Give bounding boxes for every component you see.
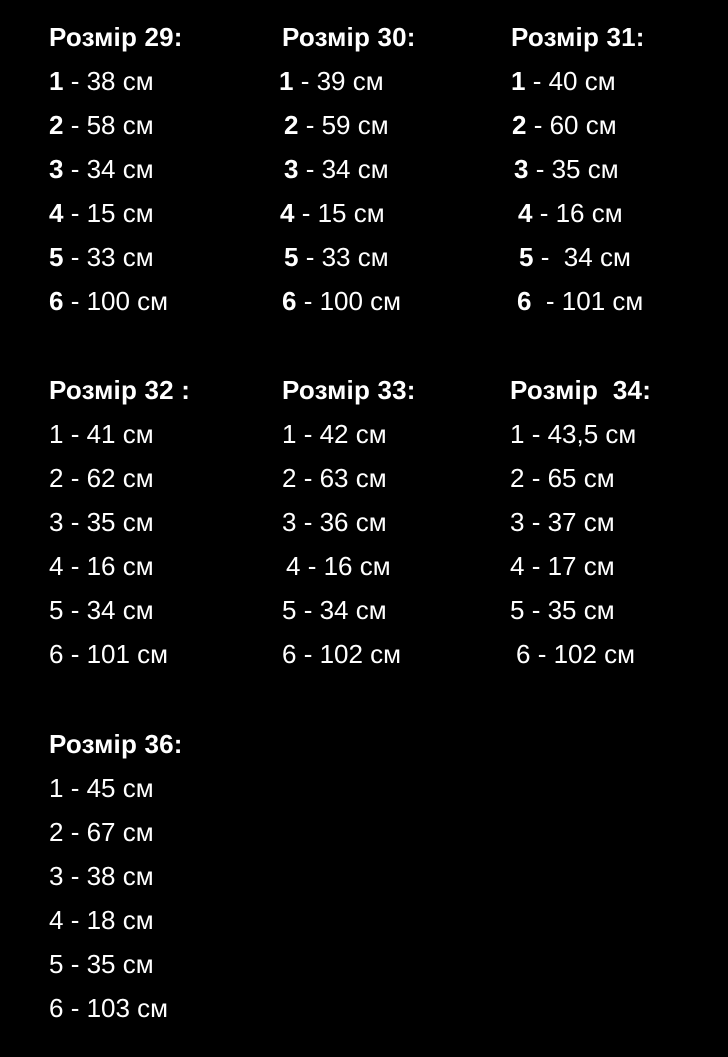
measurement-number: 5 [49,242,64,272]
measurement-value: - 45 см [63,773,154,803]
measurement-value: - 67 см [63,817,154,847]
measurement-value: - 38 см [63,861,154,891]
measurement-number: 3 [282,507,297,537]
size-34-block [510,377,651,667]
measurement-number: 6 [282,286,297,316]
size-29-heading: Розмір 29: [49,22,183,52]
measurement-value: - 100 см [63,286,169,316]
measurement-number: 4 [49,198,64,228]
measurement-row [49,553,190,579]
measurement-value: - 101 см [531,286,644,316]
measurement-row [510,597,651,623]
measurement-row [284,156,416,182]
measurement-value: - 35 см [63,507,154,537]
measurement-number: 1 [279,66,294,96]
measurement-number: 1 [49,419,64,449]
measurement-number: 3 [49,154,64,184]
size-30-heading: Розмір 30: [282,22,416,52]
measurement-row [510,421,651,447]
measurement-number: 2 [512,110,527,140]
measurement-row [284,244,416,270]
measurement-number: 4 [518,198,533,228]
measurement-number: 4 [286,551,301,581]
measurement-number: 3 [510,507,525,537]
measurement-value: - 16 см [63,551,154,581]
measurement-number: 3 [49,507,64,537]
measurement-value: - 63 см [296,463,387,493]
size-34-heading: Розмір 34: [510,375,652,405]
measurement-row [49,288,183,314]
measurement-number: 1 [510,419,525,449]
measurement-row [49,597,190,623]
measurement-number: 3 [284,154,299,184]
measurement-value: - 39 см [293,66,384,96]
measurement-row [510,553,651,579]
size-33-heading: Розмір 33: [282,375,416,405]
measurement-value: - 60 см [526,110,617,140]
measurement-row [516,641,651,667]
measurement-value: - 35 см [524,595,615,625]
measurement-value: - 15 см [294,198,385,228]
measurement-row [282,597,416,623]
measurement-row [49,819,183,845]
measurement-number: 1 [49,66,64,96]
measurement-row [49,112,183,138]
measurement-number: 6 [49,286,64,316]
measurement-number: 6 [516,639,531,669]
measurement-number: 1 [49,773,64,803]
measurement-number: 5 [510,595,525,625]
measurement-row [49,863,183,889]
measurement-value: - 18 см [63,905,154,935]
measurement-value: - 35 см [528,154,619,184]
measurement-value: - 62 см [63,463,154,493]
measurement-value: - 17 см [524,551,615,581]
measurement-row [49,244,183,270]
measurement-number: 4 [49,905,64,935]
measurement-number: 1 [511,66,526,96]
measurement-value: - 59 см [298,110,389,140]
measurement-value: - 33 см [63,242,154,272]
size-33-block [282,377,416,667]
measurement-row [49,421,190,447]
measurement-value: - 101 см [63,639,169,669]
measurement-number: 6 [517,286,532,316]
measurement-number: 4 [280,198,295,228]
measurement-number: 6 [282,639,297,669]
measurement-row [49,68,183,94]
measurement-value: - 33 см [298,242,389,272]
measurement-row [49,641,190,667]
size-31-block [511,24,645,314]
measurement-number: 2 [510,463,525,493]
measurement-row [49,775,183,801]
measurement-value: - 34 см [63,595,154,625]
measurement-row [518,200,645,226]
measurement-number: 5 [49,595,64,625]
measurement-row [49,509,190,535]
measurement-value: - 37 см [524,507,615,537]
measurement-value: - 103 см [63,993,169,1023]
measurement-value: - 34 см [533,242,631,272]
measurement-number: 3 [514,154,529,184]
measurement-row [49,951,183,977]
measurement-row [49,156,183,182]
measurement-row [510,465,651,491]
size-32-block [49,377,190,667]
measurement-row [282,288,416,314]
measurement-row [510,509,651,535]
measurement-number: 3 [49,861,64,891]
measurement-value: - 34 см [63,154,154,184]
measurement-row [511,68,645,94]
measurement-value: - 43,5 см [524,419,637,449]
measurement-number: 2 [284,110,299,140]
measurement-number: 4 [510,551,525,581]
measurement-number: 6 [49,639,64,669]
measurement-value: - 100 см [296,286,402,316]
measurement-value: - 16 см [532,198,623,228]
measurement-number: 5 [282,595,297,625]
measurement-number: 4 [49,551,64,581]
measurement-value: - 16 см [300,551,391,581]
size-29-block [49,24,183,314]
size-31-heading: Розмір 31: [511,22,645,52]
measurement-value: - 58 см [63,110,154,140]
measurement-row [284,112,416,138]
measurement-number: 6 [49,993,64,1023]
measurement-number: 2 [49,463,64,493]
measurement-row [282,421,416,447]
measurement-row [282,509,416,535]
measurement-row [512,112,645,138]
measurement-row [49,200,183,226]
measurement-value: - 36 см [296,507,387,537]
measurement-value: - 65 см [524,463,615,493]
measurement-number: 5 [49,949,64,979]
measurement-value: - 35 см [63,949,154,979]
measurement-row [49,907,183,933]
measurement-value: - 38 см [63,66,154,96]
measurement-value: - 15 см [63,198,154,228]
measurement-row [519,244,645,270]
measurement-number: 5 [284,242,299,272]
measurement-number: 2 [49,110,64,140]
measurement-row [282,641,416,667]
size-36-heading: Розмір 36: [49,729,183,759]
measurement-number: 5 [519,242,534,272]
measurement-value: - 42 см [296,419,387,449]
size-36-block [49,731,183,1021]
measurement-row [49,465,190,491]
size-30-block [279,22,416,316]
measurement-value: - 41 см [63,419,154,449]
measurement-row [280,200,416,226]
measurement-row [279,68,416,94]
measurement-number: 1 [282,419,297,449]
measurement-row [517,288,645,314]
measurement-number: 2 [49,817,64,847]
measurement-value: - 40 см [525,66,616,96]
measurement-row [514,156,645,182]
measurement-value: - 102 см [530,639,636,669]
measurement-value: - 102 см [296,639,402,669]
measurement-value: - 34 см [296,595,387,625]
measurement-row [286,553,416,579]
measurement-row [282,465,416,491]
measurement-row [49,995,183,1021]
measurement-number: 2 [282,463,297,493]
measurement-value: - 34 см [298,154,389,184]
size-32-heading: Розмір 32 : [49,375,191,405]
